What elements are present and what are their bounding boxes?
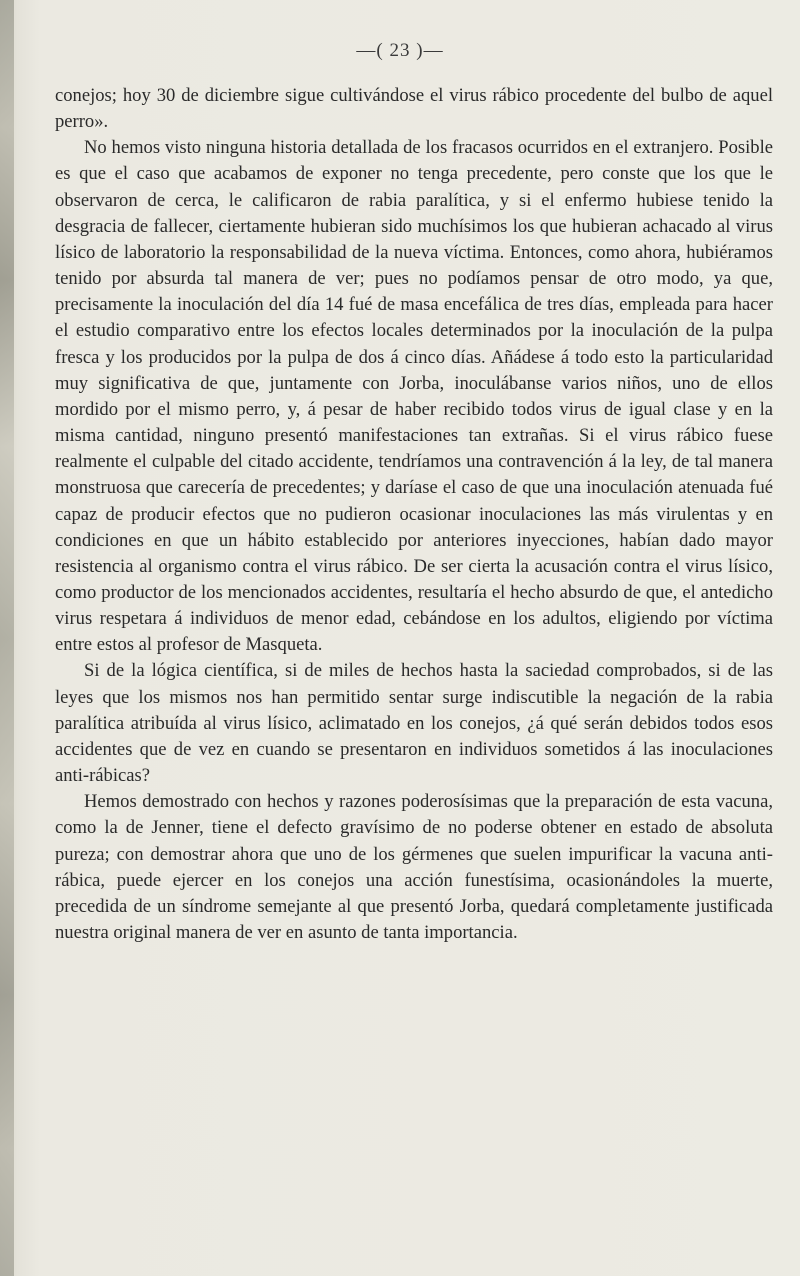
paragraph: Si de la lógica científica, si de miles de hechos hasta la saciedad comprobados, si de las leyes que los mismos nos han permitido sentar surge indiscutible la negación de la rabia paralítica atribuída al virus lísico, aclimatado en los conejos, ¿á qué serán debidos todos esos accidentes que de vez en cuando se presentaron en individuos sometidos á las inoculaciones anti-rábicas? (55, 660, 773, 787)
paragraph: Hemos demostrado con hechos y razones poderosísimas que la preparación de esta vacuna, como la de Jenner, tiene el defecto gravísimo de no poderse obtener en estado de absoluta pureza; con demostrar ahora que uno de los gérmenes que suelen impurificar la vacuna anti-rábica, puede ejercer en los conejos una acción funestísima, ocasionándoles la muerte, precedida de un síndrome semejante al que presentó Jorba, quedará completamente justificada nuestra original manera de ver en asunto de tanta importancia. (55, 791, 773, 943)
body-text (55, 83, 773, 946)
paragraph-continuation: conejos; hoy 30 de diciembre sigue cultivándose el virus rábico procedente del bulbo de aquel perro». (55, 85, 773, 133)
page-binding-edge (0, 0, 14, 1276)
page-number: —( 23 )— (356, 40, 444, 61)
paragraph: No hemos visto ninguna historia detallada de los fracasos ocurridos en el extranjero. Posible es que el caso que acabamos de exponer no tenga precedente, pero conste que los que le observaron de cerca, le calificaron de rabia paralítica, y si el enfermo hubiese tenido la desgracia de fallecer, ciertamente hubieran sido muchísimos los que hubieran achacado al virus lísico de laboratorio la responsabilidad de la nueva víctima. Entonces, como ahora, hubiéramos tenido por absurda tal manera de ver; pues no podíamos pensar de otro modo, ya que, precisamente la inoculación del día 14 fué de masa encefálica de tres días, empleada para hacer el estudio comparativo entre los efectos locales determinados por la inoculación de la pulpa fresca y los producidos por la pulpa de dos á cinco días. Añádese á todo esto la particularidad muy significativa de que, juntamente con Jorba, inoculábanse varios niños, uno de ellos mordido por el mismo perro, y, á pesar de haber recibido todos virus de igual clase y en la misma cantidad, ninguno presentó manifestaciones tan extrañas. Si el virus rábico fuese realmente el culpable del citado accidente, tendríamos una contravención á la ley, de tal manera monstruosa que carecería de precedentes; y daríase el caso de que una inoculación atenuada fué capaz de producir efectos que no pudieron ocasionar inoculaciones las más virulentas y en condiciones en que un hábito establecido por anteriores inyecciones, habían dado mayor resistencia al organismo contra el virus rábico. De ser cierta la acusación contra el virus lísico, como productor de los mencionados accidentes, resultaría el hecho absurdo de que, el antedicho virus respetara á individuos de menor edad, cebándose en los adultos, eligiendo por víctima entre estos al profesor de Masqueta. (55, 137, 773, 656)
